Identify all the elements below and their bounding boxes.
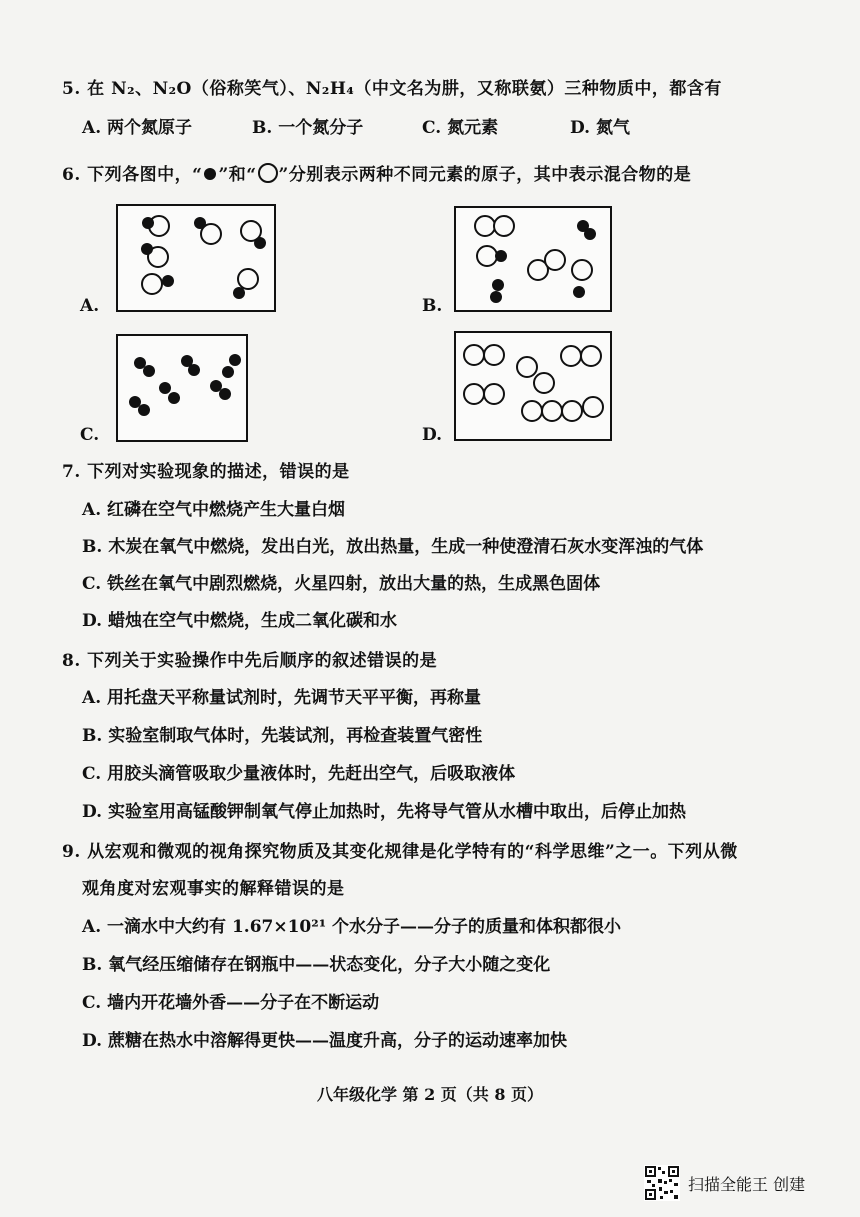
- watermark-text: 扫描全能王 创建: [688, 1174, 806, 1194]
- bleed-through-texture: [690, 120, 695, 138]
- q9-option-d: D. 蔗糖在热水中溶解得更快——温度升高，分子的运动速率加快: [82, 1031, 567, 1051]
- q6-stem-pre: 6. 下列各图中，“: [62, 165, 203, 185]
- diagram-c-svg: [118, 336, 246, 440]
- q8-option-c: C. 用胶头滴管吸取少量液体时，先赶出空气，后吸取液体: [82, 764, 516, 784]
- q8-option-a: A. 用托盘天平称量试剂时，先调节天平平衡，再称量: [82, 688, 482, 708]
- q9-option-a: A. 一滴水中大约有 1.67×10²¹ 个水分子——分子的质量和体积都很小: [82, 917, 622, 937]
- q9-option-b: B. 氧气经压缩储存在钢瓶中——状态变化，分子大小随之变化: [82, 955, 551, 975]
- q7-option-b: B. 木炭在氧气中燃烧，发出白光，放出热量，生成一种使澄清石灰水变浑浊的气体: [82, 537, 704, 557]
- q5-option-b: B. 一个氮分子: [252, 118, 364, 138]
- q6-label-a: A.: [80, 296, 100, 316]
- q8-option-b: B. 实验室制取气体时，先装试剂，再检查装置气密性: [82, 726, 483, 746]
- q7-option-c: C. 铁丝在氧气中剧烈燃烧，火星四射，放出大量的热，生成黑色固体: [82, 574, 601, 594]
- q9-stem-line2: 观角度对宏观事实的解释错误的是: [82, 879, 345, 899]
- page-footer: 八年级化学 第 2 页（共 8 页）: [316, 1085, 544, 1104]
- q6-stem: [62, 162, 691, 186]
- q6-label-d: D.: [422, 425, 443, 445]
- q7-option-a: A. 红磷在空气中燃烧产生大量白烟: [82, 500, 346, 520]
- diagram-c: [116, 334, 248, 442]
- q8-stem: 8. 下列关于实验操作中先后顺序的叙述错误的是: [62, 651, 438, 671]
- q7-option-d: D. 蜡烛在空气中燃烧，生成二氧化碳和水: [82, 611, 397, 631]
- q8-option-d: D. 实验室用高锰酸钾制氧气停止加热时，先将导气管从水槽中取出，后停止加热: [82, 802, 686, 822]
- q9-stem-line1: 9. 从宏观和微观的视角探究物质及其变化规律是化学特有的“科学思维”之一。下列从微: [62, 842, 738, 862]
- q7-stem: 7. 下列对实验现象的描述，错误的是: [62, 462, 350, 482]
- filled-atom-icon: [202, 167, 218, 181]
- diagram-b-svg: [456, 208, 610, 310]
- diagram-d: [454, 331, 612, 441]
- q5-option-c: C. 氮元素: [422, 118, 499, 138]
- q5-option-a: A. 两个氮原子: [82, 118, 193, 138]
- q6-label-c: C.: [80, 425, 100, 445]
- q6-stem-post: ”分别表示两种不同元素的原子，其中表示混合物的是: [278, 165, 692, 185]
- diagram-a: [116, 204, 276, 312]
- diagram-d-svg: [456, 333, 610, 439]
- hollow-atom-icon: [257, 162, 279, 184]
- q5-option-d: D. 氮气: [570, 118, 630, 138]
- q6-stem-mid: ”和“: [218, 165, 257, 185]
- diagram-a-svg: [118, 206, 274, 310]
- qr-code-icon: [644, 1165, 680, 1201]
- scanner-watermark: [644, 1165, 805, 1201]
- q6-label-b: B.: [422, 296, 443, 316]
- q9-option-c: C. 墙内开花墙外香——分子在不断运动: [82, 993, 380, 1013]
- q5-stem: 5. 在 N₂、N₂O（俗称笑气）、N₂H₄（中文名为肼，又称联氨）三种物质中，都含有: [62, 79, 722, 99]
- diagram-b: [454, 206, 612, 312]
